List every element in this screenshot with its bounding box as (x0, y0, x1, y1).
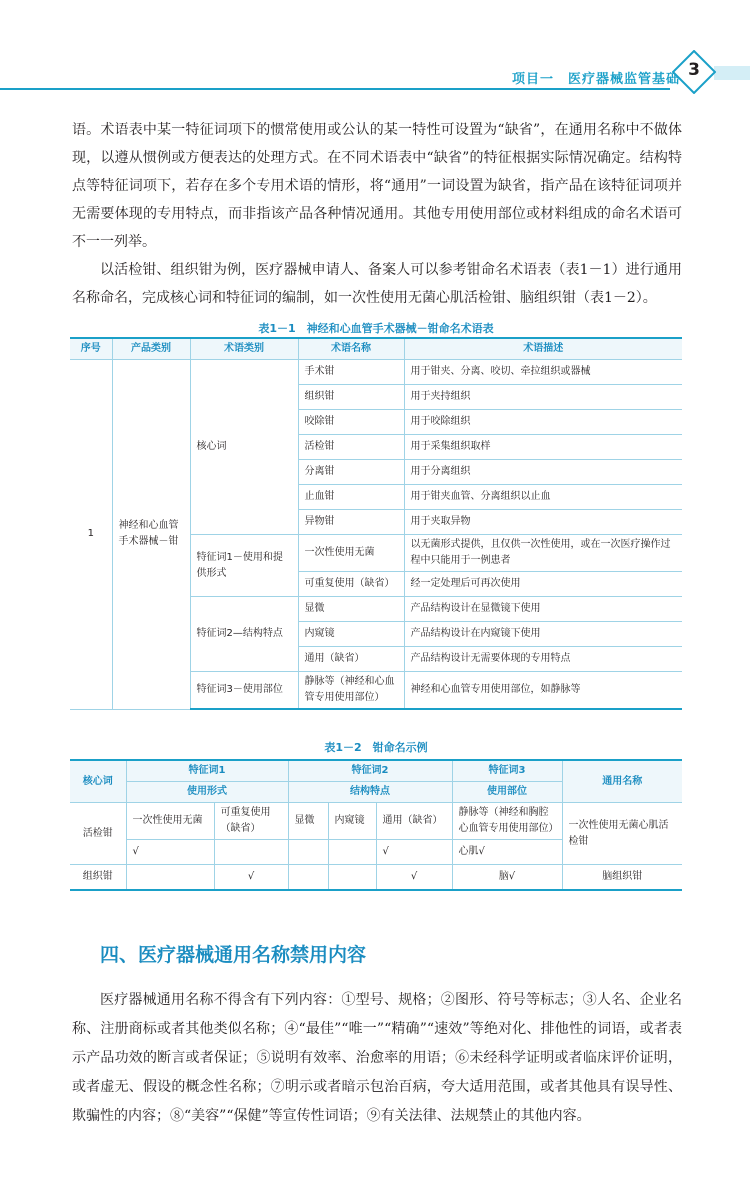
check-cell (126, 865, 214, 891)
page-number: 3 (688, 60, 700, 80)
generic-name-cell: 一次性使用无菌心肌活检钳 (562, 803, 682, 865)
option-cell: 静脉等（神经和胸腔心血管专用使用部位） (452, 803, 562, 840)
term-desc: 神经和心血管专用使用部位，如静脉等 (404, 672, 682, 710)
term-desc: 用于夹持组织 (404, 385, 682, 410)
term-desc: 用于采集组织取样 (404, 435, 682, 460)
header-rule (0, 88, 670, 90)
term-name: 止血钳 (298, 485, 404, 510)
naming-example-table (70, 759, 682, 891)
option-cell: 通用（缺省） (376, 803, 452, 840)
table-1-caption: 表1－1 神经和心血管手术器械－钳命名术语表 (258, 322, 494, 335)
generic-name-cell: 脑组织钳 (562, 865, 682, 891)
term-name: 内窥镜 (298, 622, 404, 647)
term-desc: 产品结构设计在显微镜下使用 (404, 597, 682, 622)
check-cell (214, 840, 288, 865)
feature-word-3-cell: 特征词3－使用部位 (190, 672, 298, 710)
term-name: 静脉等（神经和心血管专用使用部位） (298, 672, 404, 710)
option-cell: 可重复使用（缺省） (214, 803, 288, 840)
term-desc: 以无菌形式提供，且仅供一次性使用，或在一次医疗操作过程中只能用于一例患者 (404, 535, 682, 572)
page-number-badge (672, 50, 716, 94)
check-cell (328, 865, 376, 891)
section-body-paragraph: 医疗器械通用名称不得含有下列内容：①型号、规格；②图形、符号等标志；③人名、企业名称、注册商标或者其他类似名称；④“最佳”“唯一”“精确”“速效”等绝对化、排他性的词语，或者表示产品功效的断言或者保证；⑤说明有效率、治愈率的用语；⑥未经科学证明或者临床评价证明，或者虚无、假设的概念性名称；⑦明示或者暗示包治百病，夸大适用范围，或者其他具有误导性、欺骗性的内容；⑧“美容”“保健”等宣传性词语；⑨有关法律、法规禁止的其他内容。 (72, 992, 682, 1124)
term-name: 活检钳 (298, 435, 404, 460)
option-cell: 内窥镜 (328, 803, 376, 840)
category-cell: 神经和心血管手术器械－钳 (112, 360, 190, 710)
header-decoration (714, 66, 750, 80)
header-feature-3: 特征词3 (452, 760, 562, 782)
table-row (70, 865, 682, 891)
term-name: 一次性使用无菌 (298, 535, 404, 572)
check-cell: √ (214, 865, 288, 891)
term-name: 可重复使用（缺省） (298, 572, 404, 597)
term-name: 显微 (298, 597, 404, 622)
check-cell: 心肌√ (452, 840, 562, 865)
option-cell: 显微 (288, 803, 328, 840)
header-seq: 序号 (70, 338, 112, 360)
term-desc: 用于咬除组织 (404, 410, 682, 435)
term-desc: 用于钳夹、分离、咬切、牵拉组织或器械 (404, 360, 682, 385)
terminology-table (70, 337, 682, 710)
feature-word-2-cell: 特征词2—结构特点 (190, 597, 298, 672)
check-cell (288, 865, 328, 891)
header-feature-2: 特征词2 (288, 760, 452, 782)
core-word-cell: 核心词 (190, 360, 298, 535)
check-cell (288, 840, 328, 865)
check-cell: √ (376, 865, 452, 891)
term-name: 异物钳 (298, 510, 404, 535)
term-desc: 用于钳夹血管、分离组织以止血 (404, 485, 682, 510)
term-name: 手术钳 (298, 360, 404, 385)
seq-cell: 1 (70, 360, 112, 710)
check-cell (328, 840, 376, 865)
option-cell: 一次性使用无菌 (126, 803, 214, 840)
section-heading: 四、医疗器械通用名称禁用内容 (100, 944, 367, 966)
term-desc: 用于分离组织 (404, 460, 682, 485)
term-desc: 经一定处理后可再次使用 (404, 572, 682, 597)
header-term-desc: 术语描述 (404, 338, 682, 360)
table-row (70, 360, 682, 385)
header-use-site: 使用部位 (452, 782, 562, 803)
check-cell: 脑√ (452, 865, 562, 891)
term-name: 通用（缺省） (298, 647, 404, 672)
table-2-caption: 表1－2 钳命名示例 (324, 741, 428, 754)
term-name: 分离钳 (298, 460, 404, 485)
core-word-cell: 活检钳 (70, 803, 126, 865)
check-cell: √ (376, 840, 452, 865)
header-generic-name: 通用名称 (562, 760, 682, 803)
term-name: 咬除钳 (298, 410, 404, 435)
table-header-row (70, 760, 682, 782)
check-cell: √ (126, 840, 214, 865)
term-desc: 产品结构设计在内窥镜下使用 (404, 622, 682, 647)
feature-word-1-cell: 特征词1－使用和提供形式 (190, 535, 298, 597)
body-paragraph-2: 以活检钳、组织钳为例，医疗器械申请人、备案人可以参考钳命名术语表（表1－1）进行通用名称命名，完成核心词和特征词的编制，如一次性使用无菌心肌活检钳、脑组织钳（表1－2）。 (72, 262, 682, 306)
table-row (70, 803, 682, 840)
header-term-type: 术语类别 (190, 338, 298, 360)
header-feature-1: 特征词1 (126, 760, 288, 782)
page-header (0, 0, 750, 110)
header-structure: 结构特点 (288, 782, 452, 803)
header-usage-form: 使用形式 (126, 782, 288, 803)
header-term-name: 术语名称 (298, 338, 404, 360)
core-word-cell: 组织钳 (70, 865, 126, 891)
body-paragraph-1: 语。术语表中某一特征词项下的惯常使用或公认的某一特性可设置为“缺省”，在通用名称中不做体现，以遵从惯例或方便表达的处理方式。在不同术语表中“缺省”的特征根据实际情况确定。结构特点等特征词项下，若存在多个专用术语的情形，将“通用”一词设置为缺省，指产品在该特征词项并无需要体现的专用特点，而非指该产品各种情况通用。其他专用使用部位或材料组成的命名术语可不一一列举。 (72, 122, 682, 250)
term-desc: 产品结构设计无需要体现的专用特点 (404, 647, 682, 672)
term-desc: 用于夹取异物 (404, 510, 682, 535)
term-name: 组织钳 (298, 385, 404, 410)
table-header-row (70, 338, 682, 360)
header-core-word: 核心词 (70, 760, 126, 803)
running-header-chapter: 项目一 医疗器械监管基础 (512, 72, 681, 87)
header-category: 产品类别 (112, 338, 190, 360)
